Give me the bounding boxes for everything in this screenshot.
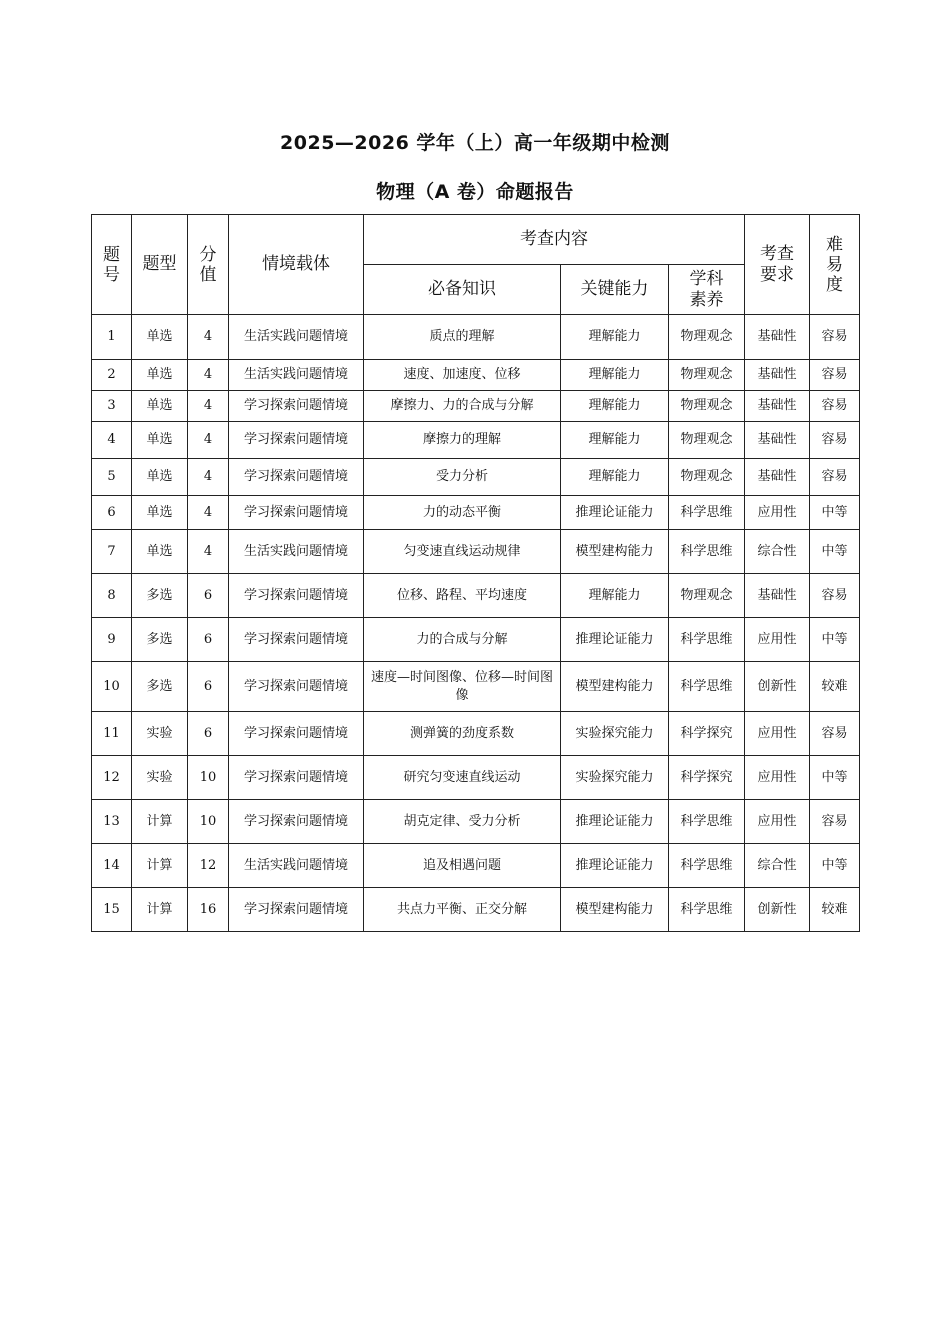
- cell-context: 生活实践问题情境: [229, 360, 364, 391]
- cell-type: 单选: [132, 360, 188, 391]
- cell-num: 6: [92, 496, 132, 530]
- cell-ability: 理解能力: [561, 391, 669, 422]
- cell-knowledge: 力的动态平衡: [364, 496, 561, 530]
- cell-context: 学习探索问题情境: [229, 712, 364, 756]
- cell-literacy: 物理观念: [669, 360, 745, 391]
- cell-requirement: 综合性: [745, 530, 810, 574]
- cell-score: 10: [188, 756, 229, 800]
- cell-num: 13: [92, 800, 132, 844]
- cell-type: 计算: [132, 888, 188, 932]
- cell-knowledge: 胡克定律、受力分析: [364, 800, 561, 844]
- cell-knowledge: 摩擦力、力的合成与分解: [364, 391, 561, 422]
- cell-knowledge: 共点力平衡、正交分解: [364, 888, 561, 932]
- cell-literacy: 科学思维: [669, 844, 745, 888]
- cell-difficulty: 中等: [810, 496, 860, 530]
- cell-requirement: 基础性: [745, 574, 810, 618]
- cell-knowledge: 摩擦力的理解: [364, 422, 561, 459]
- table-row: [92, 422, 860, 459]
- cell-num: 9: [92, 618, 132, 662]
- cell-knowledge: 力的合成与分解: [364, 618, 561, 662]
- cell-ability: 模型建构能力: [561, 888, 669, 932]
- cell-type: 单选: [132, 459, 188, 496]
- table-row: [92, 496, 860, 530]
- cell-requirement: 创新性: [745, 888, 810, 932]
- cell-difficulty: 容易: [810, 800, 860, 844]
- table-row: [92, 459, 860, 496]
- cell-knowledge: 追及相遇问题: [364, 844, 561, 888]
- cell-requirement: 基础性: [745, 360, 810, 391]
- cell-knowledge: 质点的理解: [364, 315, 561, 360]
- cell-literacy: 科学思维: [669, 496, 745, 530]
- cell-num: 11: [92, 712, 132, 756]
- cell-type: 单选: [132, 422, 188, 459]
- cell-ability: 理解能力: [561, 360, 669, 391]
- cell-knowledge: 速度、加速度、位移: [364, 360, 561, 391]
- cell-knowledge: 研究匀变速直线运动: [364, 756, 561, 800]
- cell-score: 4: [188, 360, 229, 391]
- cell-ability: 推理论证能力: [561, 844, 669, 888]
- cell-requirement: 基础性: [745, 315, 810, 360]
- header-type: 题型: [132, 215, 188, 315]
- cell-ability: 理解能力: [561, 459, 669, 496]
- cell-ability: 推理论证能力: [561, 496, 669, 530]
- cell-difficulty: 容易: [810, 391, 860, 422]
- cell-knowledge: 受力分析: [364, 459, 561, 496]
- cell-context: 生活实践问题情境: [229, 530, 364, 574]
- cell-literacy: 科学探究: [669, 756, 745, 800]
- table-row: [92, 618, 860, 662]
- table-row: [92, 360, 860, 391]
- cell-literacy: 科学思维: [669, 888, 745, 932]
- header-row: [92, 215, 860, 265]
- cell-context: 学习探索问题情境: [229, 888, 364, 932]
- cell-score: 6: [188, 712, 229, 756]
- cell-context: 生活实践问题情境: [229, 315, 364, 360]
- cell-score: 16: [188, 888, 229, 932]
- cell-literacy: 科学思维: [669, 800, 745, 844]
- cell-type: 实验: [132, 756, 188, 800]
- cell-score: 6: [188, 574, 229, 618]
- cell-knowledge: 位移、路程、平均速度: [364, 574, 561, 618]
- cell-literacy: 物理观念: [669, 422, 745, 459]
- cell-literacy: 科学思维: [669, 662, 745, 712]
- cell-requirement: 应用性: [745, 800, 810, 844]
- cell-requirement: 综合性: [745, 844, 810, 888]
- cell-context: 生活实践问题情境: [229, 844, 364, 888]
- cell-context: 学习探索问题情境: [229, 618, 364, 662]
- cell-num: 4: [92, 422, 132, 459]
- cell-context: 学习探索问题情境: [229, 756, 364, 800]
- cell-type: 计算: [132, 844, 188, 888]
- cell-num: 2: [92, 360, 132, 391]
- cell-requirement: 应用性: [745, 756, 810, 800]
- table-row: [92, 315, 860, 360]
- table-row: [92, 662, 860, 712]
- cell-knowledge: 速度—时间图像、位移—时间图像: [364, 662, 561, 712]
- table-row: [92, 712, 860, 756]
- cell-literacy: 科学思维: [669, 618, 745, 662]
- cell-requirement: 应用性: [745, 712, 810, 756]
- cell-type: 实验: [132, 712, 188, 756]
- cell-context: 学习探索问题情境: [229, 496, 364, 530]
- cell-score: 4: [188, 391, 229, 422]
- cell-difficulty: 中等: [810, 844, 860, 888]
- cell-difficulty: 容易: [810, 712, 860, 756]
- table-row: [92, 756, 860, 800]
- cell-ability: 理解能力: [561, 574, 669, 618]
- header-context: 情境载体: [229, 215, 364, 315]
- cell-requirement: 创新性: [745, 662, 810, 712]
- cell-ability: 模型建构能力: [561, 662, 669, 712]
- cell-type: 计算: [132, 800, 188, 844]
- document-subtitle: 物理（A 卷）命题报告: [376, 181, 574, 203]
- cell-ability: 推理论证能力: [561, 618, 669, 662]
- cell-difficulty: 中等: [810, 756, 860, 800]
- cell-score: 4: [188, 422, 229, 459]
- cell-num: 12: [92, 756, 132, 800]
- cell-difficulty: 较难: [810, 888, 860, 932]
- cell-difficulty: 容易: [810, 459, 860, 496]
- cell-context: 学习探索问题情境: [229, 800, 364, 844]
- cell-literacy: 物理观念: [669, 574, 745, 618]
- cell-score: 4: [188, 459, 229, 496]
- header-requirement: 考查要求: [745, 215, 810, 315]
- cell-literacy: 物理观念: [669, 459, 745, 496]
- cell-literacy: 物理观念: [669, 391, 745, 422]
- header-literacy: 学科素养: [669, 265, 745, 315]
- table-row: [92, 844, 860, 888]
- cell-difficulty: 容易: [810, 574, 860, 618]
- document-title: 2025—2026 学年（上）高一年级期中检测: [280, 132, 670, 154]
- cell-score: 6: [188, 662, 229, 712]
- header-content: 考查内容: [364, 215, 745, 265]
- cell-context: 学习探索问题情境: [229, 574, 364, 618]
- header-score: 分值: [188, 215, 229, 315]
- cell-context: 学习探索问题情境: [229, 662, 364, 712]
- cell-difficulty: 容易: [810, 360, 860, 391]
- cell-num: 8: [92, 574, 132, 618]
- cell-context: 学习探索问题情境: [229, 459, 364, 496]
- table-row: [92, 574, 860, 618]
- cell-requirement: 应用性: [745, 496, 810, 530]
- cell-context: 学习探索问题情境: [229, 391, 364, 422]
- cell-requirement: 应用性: [745, 618, 810, 662]
- cell-num: 5: [92, 459, 132, 496]
- cell-difficulty: 容易: [810, 422, 860, 459]
- cell-score: 6: [188, 618, 229, 662]
- cell-knowledge: 匀变速直线运动规律: [364, 530, 561, 574]
- table-row: [92, 530, 860, 574]
- cell-type: 单选: [132, 496, 188, 530]
- cell-difficulty: 中等: [810, 618, 860, 662]
- cell-num: 1: [92, 315, 132, 360]
- cell-ability: 实验探究能力: [561, 756, 669, 800]
- table-row: [92, 800, 860, 844]
- cell-score: 4: [188, 315, 229, 360]
- header-difficulty: 难易度: [810, 215, 860, 315]
- header-ability: 关键能力: [561, 265, 669, 315]
- cell-num: 7: [92, 530, 132, 574]
- cell-type: 多选: [132, 618, 188, 662]
- cell-requirement: 基础性: [745, 391, 810, 422]
- cell-literacy: 科学探究: [669, 712, 745, 756]
- cell-difficulty: 容易: [810, 315, 860, 360]
- cell-ability: 模型建构能力: [561, 530, 669, 574]
- cell-type: 单选: [132, 315, 188, 360]
- header-num: 题号: [92, 215, 132, 315]
- cell-requirement: 基础性: [745, 459, 810, 496]
- cell-num: 3: [92, 391, 132, 422]
- table-row: [92, 888, 860, 932]
- cell-type: 多选: [132, 574, 188, 618]
- cell-ability: 推理论证能力: [561, 800, 669, 844]
- report-table: [91, 214, 860, 932]
- cell-type: 多选: [132, 662, 188, 712]
- cell-num: 10: [92, 662, 132, 712]
- cell-ability: 理解能力: [561, 315, 669, 360]
- header-knowledge: 必备知识: [364, 265, 561, 315]
- cell-literacy: 科学思维: [669, 530, 745, 574]
- cell-type: 单选: [132, 530, 188, 574]
- cell-knowledge: 测弹簧的劲度系数: [364, 712, 561, 756]
- cell-difficulty: 较难: [810, 662, 860, 712]
- cell-ability: 理解能力: [561, 422, 669, 459]
- cell-score: 4: [188, 496, 229, 530]
- cell-type: 单选: [132, 391, 188, 422]
- cell-difficulty: 中等: [810, 530, 860, 574]
- cell-ability: 实验探究能力: [561, 712, 669, 756]
- table-row: [92, 391, 860, 422]
- cell-context: 学习探索问题情境: [229, 422, 364, 459]
- cell-num: 14: [92, 844, 132, 888]
- cell-literacy: 物理观念: [669, 315, 745, 360]
- cell-score: 4: [188, 530, 229, 574]
- cell-num: 15: [92, 888, 132, 932]
- cell-score: 10: [188, 800, 229, 844]
- cell-score: 12: [188, 844, 229, 888]
- cell-requirement: 基础性: [745, 422, 810, 459]
